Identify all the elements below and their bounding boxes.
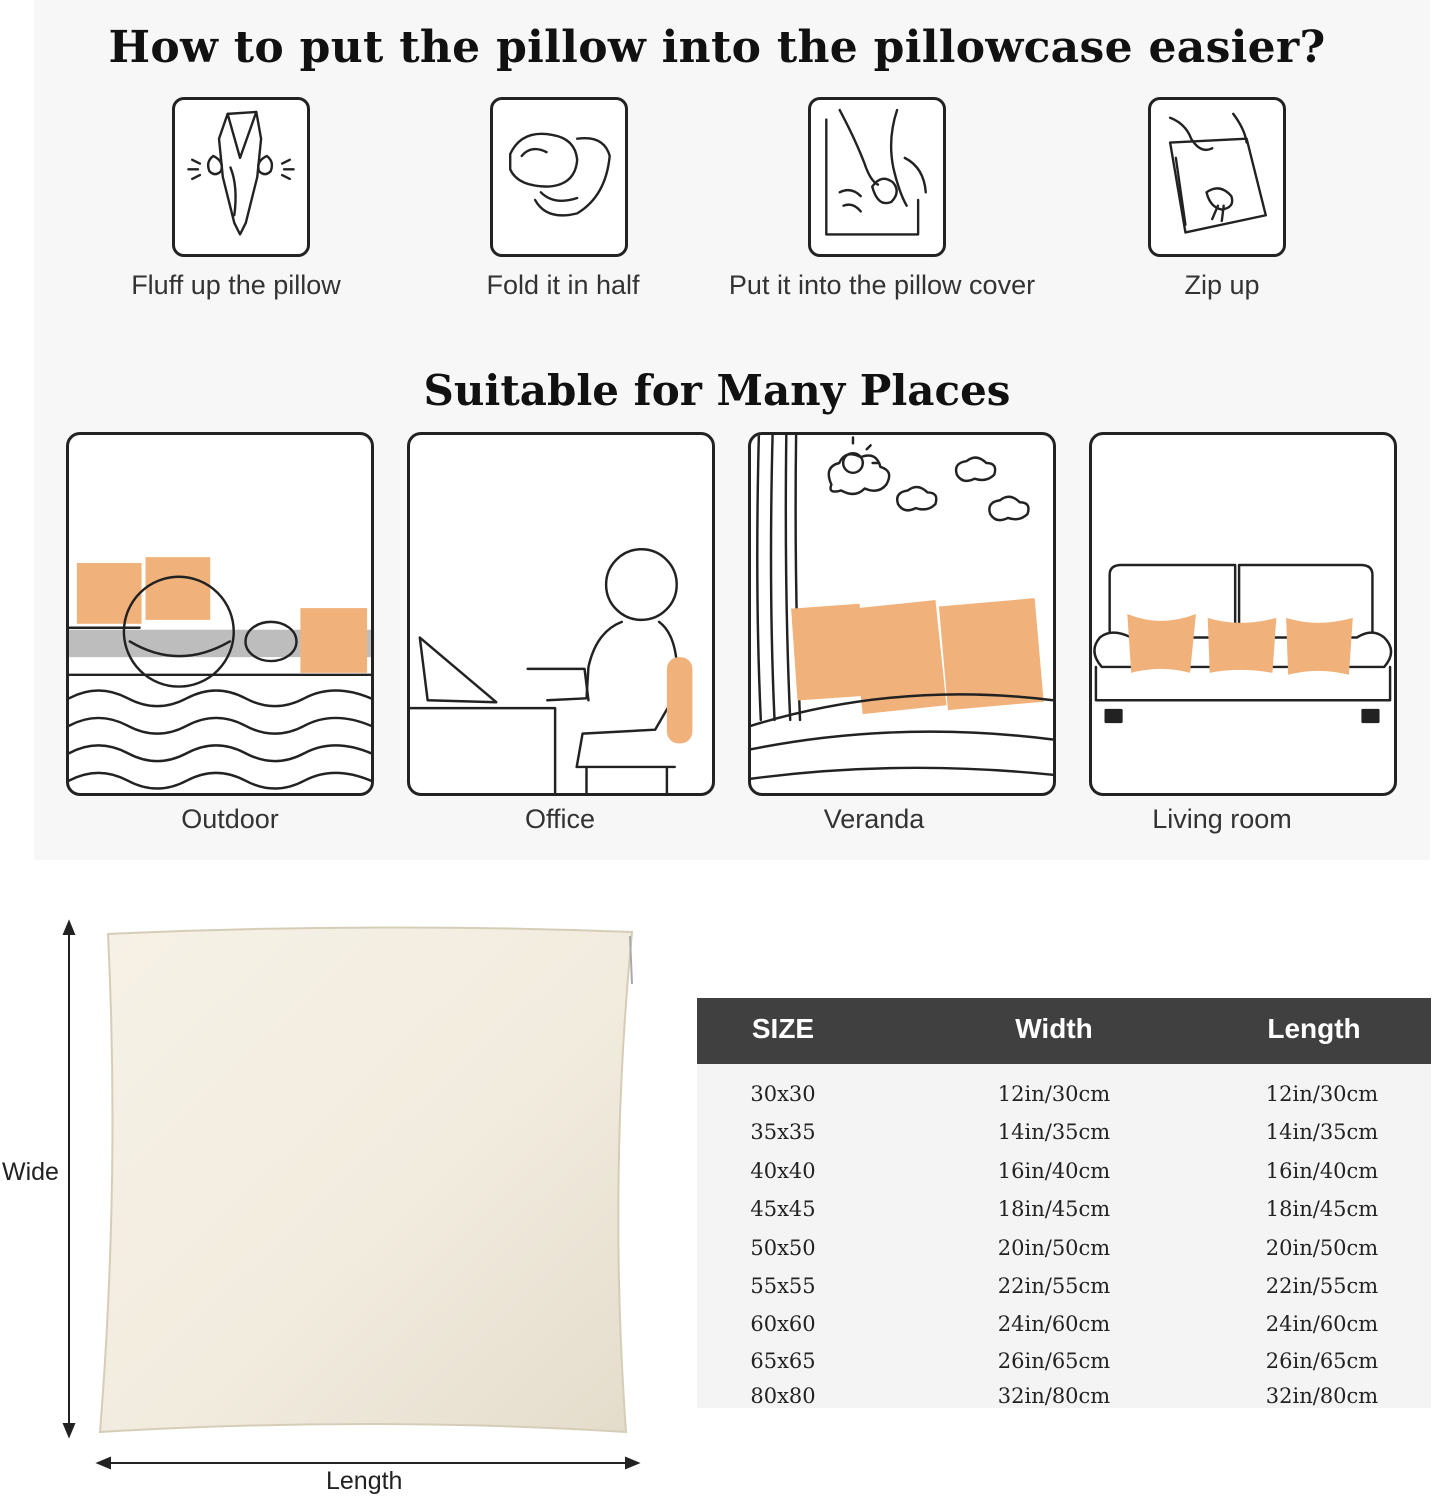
width-cell: 20in/50cm xyxy=(997,1236,1111,1260)
table-row xyxy=(697,1312,1431,1349)
size-table xyxy=(697,998,1431,1408)
table-row xyxy=(697,1120,1431,1157)
zip-pillow-icon xyxy=(1148,97,1286,257)
office-scene-icon xyxy=(407,432,715,796)
table-row xyxy=(697,1197,1431,1234)
width-cell: 24in/60cm xyxy=(997,1312,1111,1336)
insert-pillow-icon xyxy=(808,97,946,257)
size-cell: 55x55 xyxy=(750,1274,816,1298)
width-cell: 12in/30cm xyxy=(997,1082,1111,1106)
step-label: Put it into the pillow cover xyxy=(728,270,1036,300)
length-cell: 24in/60cm xyxy=(1265,1312,1379,1336)
size-cell: 65x65 xyxy=(750,1349,816,1373)
step-label: Zip up xyxy=(1184,270,1260,300)
width-cell: 32in/80cm xyxy=(997,1384,1111,1408)
wide-dimension-arrow xyxy=(64,922,74,1436)
length-cell: 32in/80cm xyxy=(1265,1384,1379,1408)
length-cell: 20in/50cm xyxy=(1265,1236,1379,1260)
size-cell: 30x30 xyxy=(750,1082,816,1106)
table-row xyxy=(697,1159,1431,1196)
width-cell: 16in/40cm xyxy=(997,1159,1111,1183)
veranda-scene-icon xyxy=(748,432,1056,796)
length-cell: 18in/45cm xyxy=(1265,1197,1379,1221)
place-label: Living room xyxy=(1152,804,1292,834)
size-cell: 35x35 xyxy=(750,1120,816,1144)
step-label: Fold it in half xyxy=(486,270,640,300)
fold-pillow-icon xyxy=(490,97,628,257)
table-row xyxy=(697,1349,1431,1386)
fluff-pillow-icon xyxy=(172,97,310,257)
pillow-image xyxy=(0,900,680,1500)
wide-label: Wide xyxy=(2,1158,59,1186)
width-cell: 22in/55cm xyxy=(997,1274,1111,1298)
length-cell: 16in/40cm xyxy=(1265,1159,1379,1183)
header-length: Length xyxy=(1267,1013,1361,1044)
place-label: Office xyxy=(524,804,596,834)
table-row xyxy=(697,1236,1431,1273)
length-label: Length xyxy=(326,1467,403,1495)
living-room-scene-icon xyxy=(1089,432,1397,796)
size-table-header xyxy=(697,998,1431,1064)
place-label: Outdoor xyxy=(181,804,279,834)
header-size: SIZE xyxy=(751,1013,815,1044)
howto-title: How to put the pillow into the pillowcase easier? xyxy=(108,22,1326,73)
table-row xyxy=(697,1274,1431,1311)
length-cell: 22in/55cm xyxy=(1265,1274,1379,1298)
header-width: Width xyxy=(1015,1013,1093,1044)
place-label: Veranda xyxy=(823,804,925,834)
length-cell: 26in/65cm xyxy=(1265,1349,1379,1373)
size-cell: 60x60 xyxy=(750,1312,816,1336)
places-title: Suitable for Many Places xyxy=(423,366,1011,415)
table-row xyxy=(697,1384,1431,1421)
size-cell: 40x40 xyxy=(750,1159,816,1183)
width-cell: 14in/35cm xyxy=(997,1120,1111,1144)
table-row xyxy=(697,1082,1431,1119)
length-cell: 12in/30cm xyxy=(1265,1082,1379,1106)
step-label: Fluff up the pillow xyxy=(131,270,341,300)
outdoor-scene-icon xyxy=(66,432,374,796)
length-cell: 14in/35cm xyxy=(1265,1120,1379,1144)
size-cell: 50x50 xyxy=(750,1236,816,1260)
size-cell: 80x80 xyxy=(750,1384,816,1408)
width-cell: 26in/65cm xyxy=(997,1349,1111,1373)
size-cell: 45x45 xyxy=(750,1197,816,1221)
width-cell: 18in/45cm xyxy=(997,1197,1111,1221)
